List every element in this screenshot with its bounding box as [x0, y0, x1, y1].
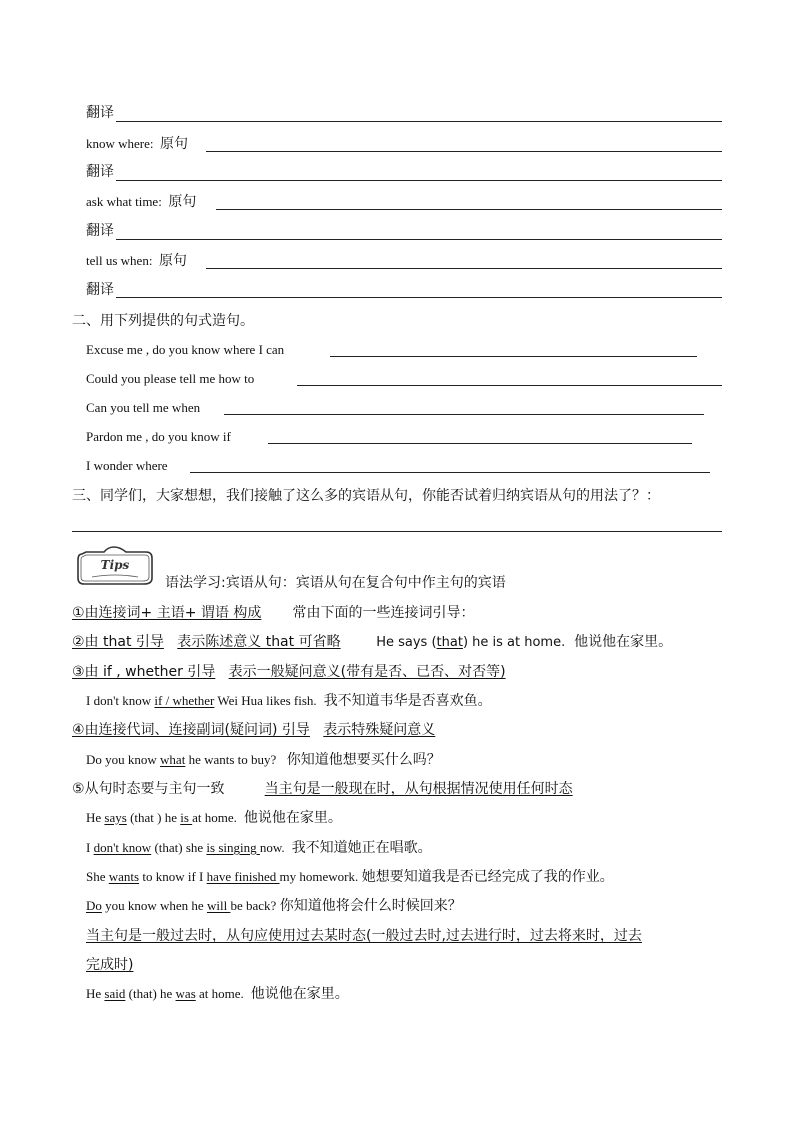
translate-label-2: 翻译 — [86, 164, 114, 180]
section2-heading: 二、用下列提供的句式造句。 — [72, 313, 254, 329]
example-1: He says (that ) he is at home. 他说他在家里。 — [86, 810, 342, 826]
answer-line[interactable] — [216, 209, 722, 210]
answer-line[interactable] — [206, 268, 722, 269]
example-5: He said (that) he was at home. 他说他在家里。 — [86, 986, 349, 1002]
answer-line[interactable] — [268, 443, 692, 444]
tips-badge — [76, 546, 154, 588]
prompt-2: Could you please tell me how to — [86, 371, 255, 386]
answer-line[interactable] — [116, 239, 722, 240]
answer-line[interactable] — [190, 472, 710, 473]
rule-4-example: Do you know what he wants to buy? 你知道他想要买什么吗？ — [86, 752, 441, 768]
answer-line[interactable] — [72, 531, 722, 532]
answer-line[interactable] — [297, 385, 722, 386]
know-where-label: know where: 原句 — [86, 136, 189, 152]
rule-3: ③由 if , whether 引导 表示一般疑问意义(带有是否、已否、对否等) — [72, 664, 506, 680]
answer-line[interactable] — [206, 151, 722, 152]
answer-line[interactable] — [116, 297, 722, 298]
answer-line[interactable] — [116, 180, 722, 181]
prompt-3: Can you tell me when — [86, 400, 201, 415]
example-2: I don't know (that) she is singing now. 我不知道她正在唱歌。 — [86, 840, 432, 856]
section3-heading: 三、同学们，大家想想，我们接触了这么多的宾语从句，你能否试着归纳宾语从句的用法了？： — [72, 488, 660, 504]
rule-1: ①由连接词+ 主语+ 谓语 构成 常由下面的一些连接词引导： — [72, 605, 475, 621]
ask-what-time-label: ask what time: 原句 — [86, 194, 197, 210]
tips-title: 语法学习:宾语从句：宾语从句在复合句中作主句的宾语 — [165, 575, 506, 591]
translate-label-1: 翻译 — [86, 105, 114, 121]
prompt-5: I wonder where — [86, 458, 168, 473]
past-tense-rule-line-1: 当主句是一般过去时，从句应使用过去某时态(一般过去时,过去进行时，过去将来时，过去 — [86, 928, 642, 944]
tell-us-when-label: tell us when: 原句 — [86, 253, 187, 269]
answer-line[interactable] — [224, 414, 704, 415]
tips-label: Tips — [100, 558, 130, 572]
example-4: Do you know when he will be back? 你知道他将会什么时候回来？ — [86, 898, 462, 914]
translate-label-3: 翻译 — [86, 223, 114, 239]
prompt-1: Excuse me , do you know where I can — [86, 342, 285, 357]
rule-5: ⑤从句时态要与主句一致 当主句是一般现在时，从句根据情况使用任何时态 — [72, 781, 573, 797]
example-3: She wants to know if I have finished my homework. 她想要知道我是否已经完成了我的作业。 — [86, 869, 614, 885]
rule-4: ④由连接代词、连接副词(疑问词) 引导 表示特殊疑问意义 — [72, 722, 436, 738]
translate-label-4: 翻译 — [86, 282, 114, 298]
answer-line[interactable] — [116, 121, 722, 122]
past-tense-rule-line-2: 完成时) — [86, 957, 134, 973]
rule-2: ②由 that 引导 表示陈述意义 that 可省略 He says (that) he is at home. 他说他在家里。 — [72, 634, 673, 650]
prompt-4: Pardon me , do you know if — [86, 429, 231, 444]
answer-line[interactable] — [330, 356, 697, 357]
rule-3-example: I don't know if / whether Wei Hua likes fish. 我不知道韦华是否喜欢鱼。 — [86, 693, 492, 709]
